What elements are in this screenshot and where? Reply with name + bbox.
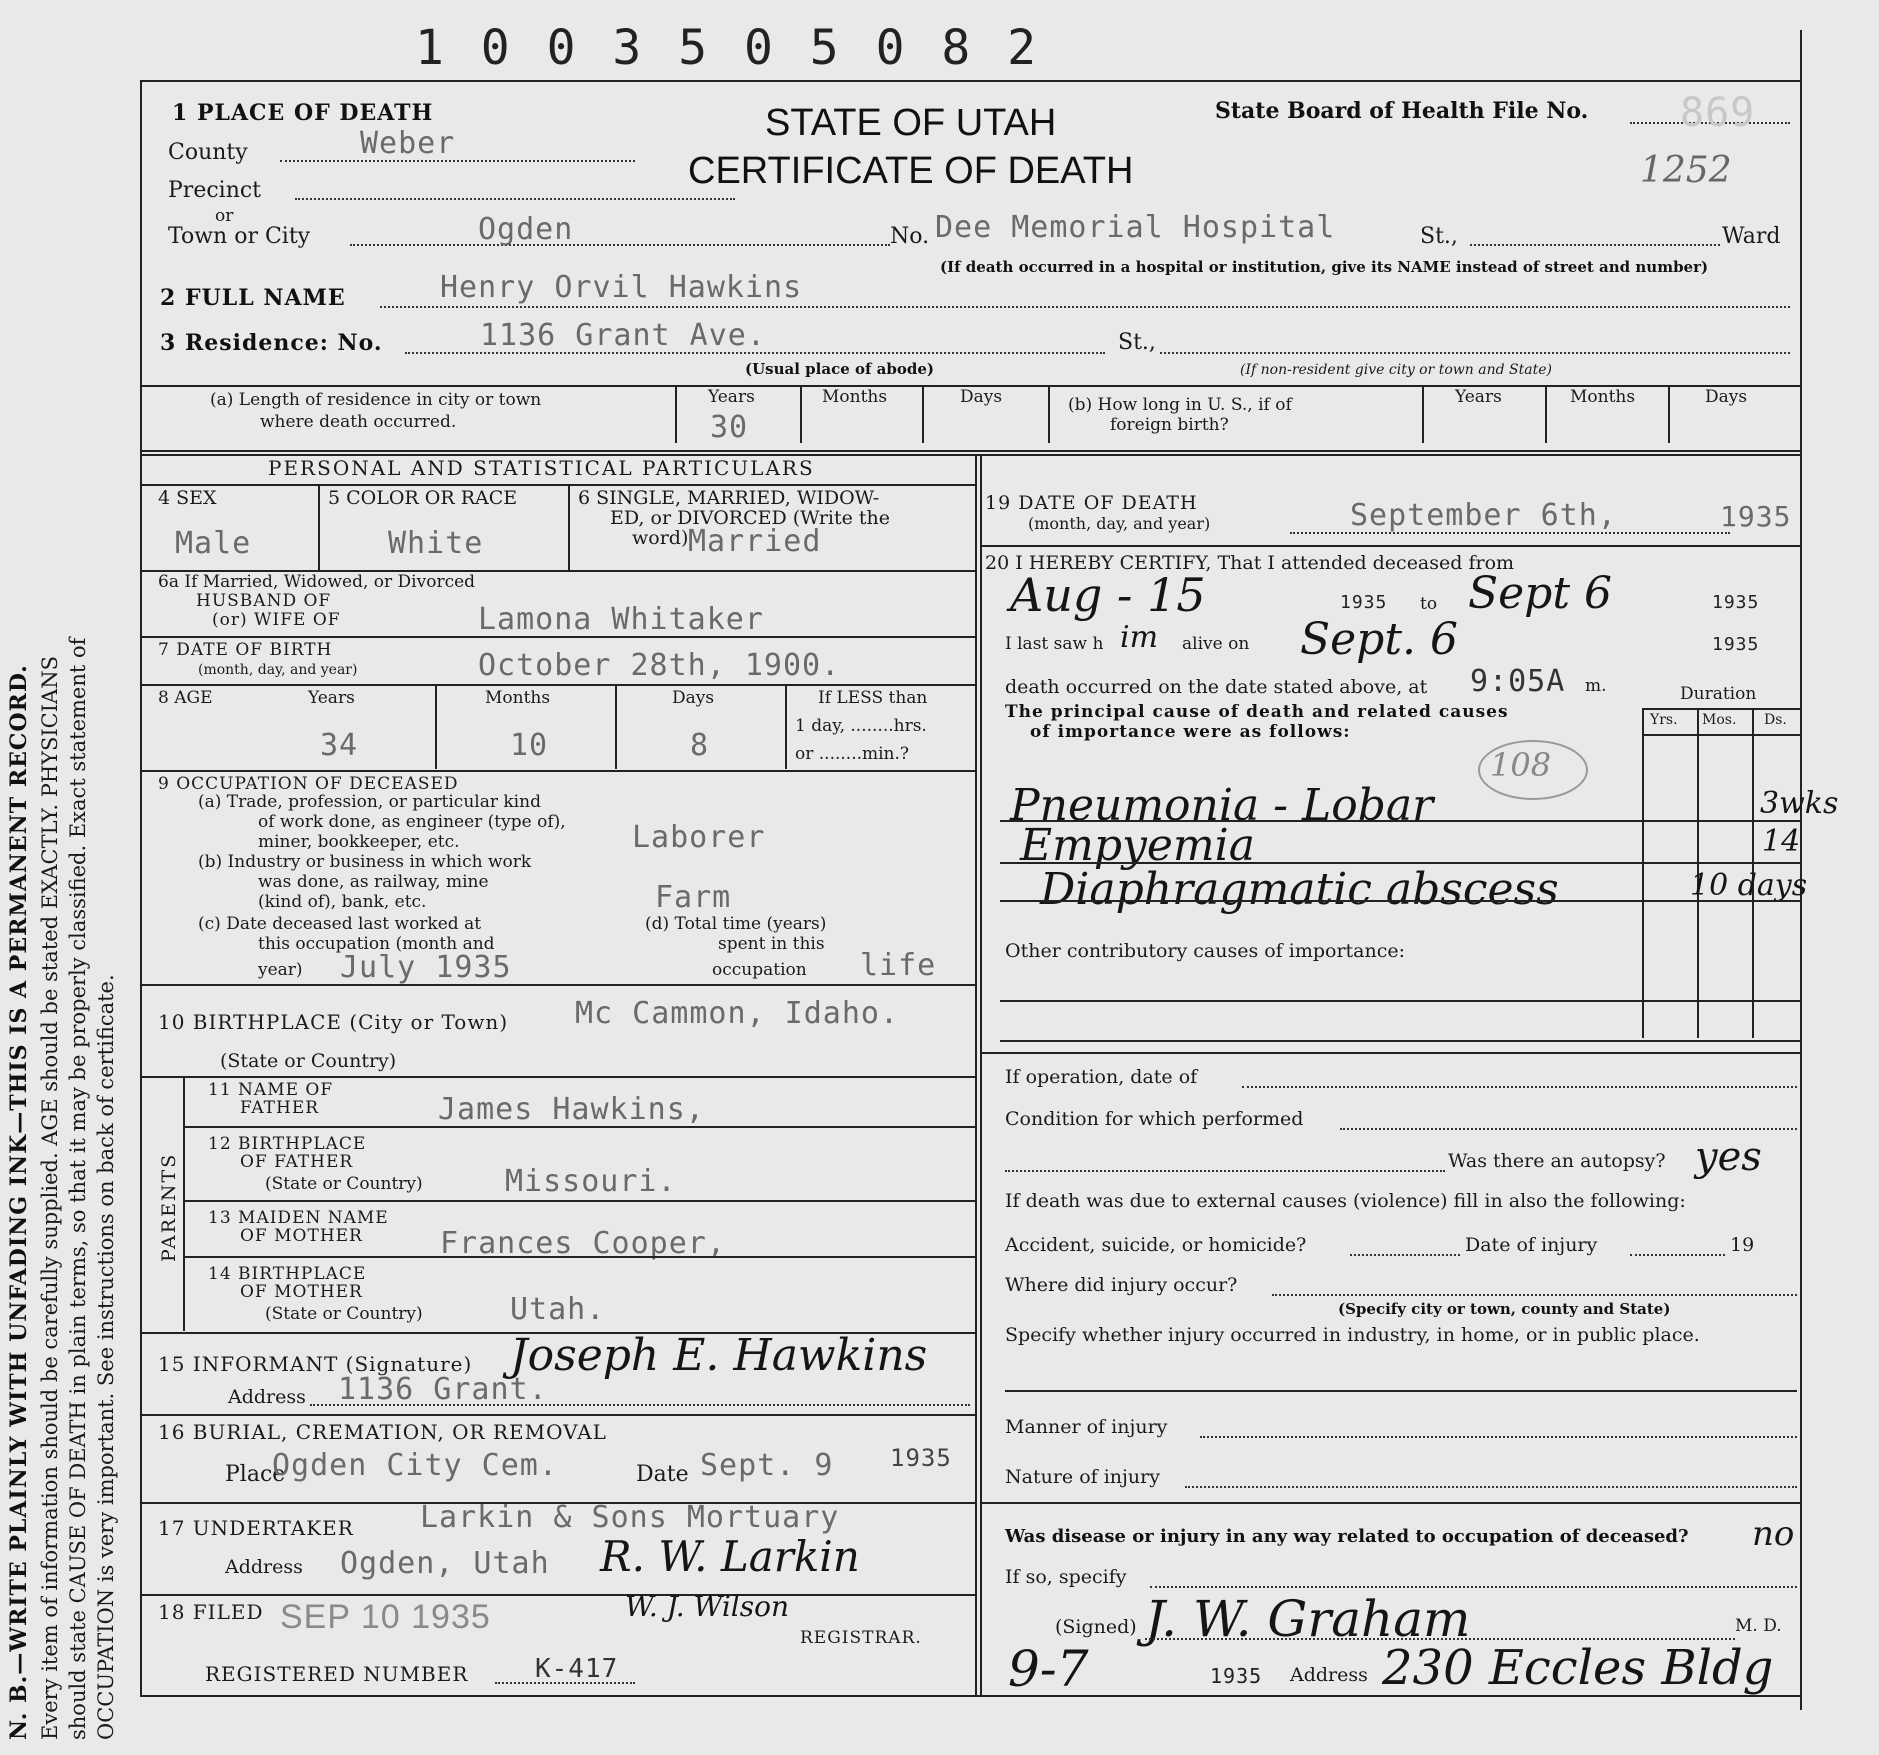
cause-2: Empyemia	[1020, 820, 1255, 871]
physician-address-label: Address	[1290, 1664, 1368, 1686]
length-label-1: (a) Length of residence in city or town	[210, 390, 542, 410]
us-days-label: Days	[1705, 387, 1748, 407]
less-label-1: If LESS than	[818, 688, 928, 708]
name-value: Henry Orvil Hawkins	[440, 270, 803, 305]
occ-related-label: Was disease or injury in any way related to occupation of deceased?	[1005, 1526, 1689, 1547]
cause-label-1: The principal cause of death and related causes	[1005, 702, 1509, 722]
cause-code: 108	[1490, 746, 1552, 784]
center-divider	[975, 454, 977, 1695]
us-label-1: (b) How long in U. S., if of	[1068, 395, 1292, 415]
age-months-label: Months	[485, 688, 551, 708]
autopsy-label: Was there an autopsy?	[1448, 1150, 1666, 1172]
md-label: M. D.	[1735, 1616, 1782, 1636]
mother-bp-label-1: 14 BIRTHPLACE	[208, 1264, 367, 1284]
cause-3: Diaphragmatic abscess	[1040, 864, 1559, 915]
name-label: 2 FULL NAME	[160, 285, 346, 311]
length-label-2: where death occurred.	[260, 412, 457, 432]
cause-2-duration: 14	[1762, 824, 1801, 859]
informant-label: 15 INFORMANT (Signature)	[158, 1352, 473, 1376]
race-label: 5 COLOR OR RACE	[328, 487, 518, 509]
registrar-signature: W. J. Wilson	[625, 1590, 789, 1623]
marital-label-2: ED, or DIVORCED (Write the	[610, 507, 891, 529]
informant-address-value: 1136 Grant.	[338, 1372, 548, 1407]
filed-value: SEP 10 1935	[280, 1598, 491, 1636]
death-time-label: death occurred on the date stated above, at	[1005, 676, 1428, 698]
father-bp-label-1: 12 BIRTHPLACE	[208, 1134, 367, 1154]
occ-a-3: miner, bookkeeper, etc.	[258, 832, 460, 852]
occ-b-1: (b) Industry or business in which work	[198, 852, 532, 872]
where-note: (Specify city or town, county and State)	[1338, 1300, 1671, 1318]
spouse-label-2: HUSBAND OF	[196, 591, 332, 611]
usual-note: (Usual place of abode)	[745, 360, 934, 378]
signed-date: 9-7	[1008, 1640, 1089, 1698]
res-months-label: Months	[822, 387, 888, 407]
occ-d-1: (d) Total time (years)	[645, 914, 827, 934]
occ-b-value: Farm	[655, 880, 732, 915]
alive-on-year: 1935	[1712, 634, 1760, 655]
st-label: St.,	[1420, 224, 1458, 249]
side-note-line-4: OCCUPATION is very important. See instructions on back of certificate.	[94, 974, 118, 1740]
signed-year: 1935	[1210, 1664, 1263, 1688]
res-years-value: 30	[710, 410, 749, 445]
nonres-note: (If non-resident give city or town and State)	[1240, 362, 1552, 378]
town-value: Ogden	[478, 212, 574, 247]
occ-related-value: no	[1752, 1514, 1795, 1554]
mother-bp-label-2: OF MOTHER	[240, 1282, 363, 1302]
burial-year-value: 1935	[890, 1444, 952, 1472]
occ-a-value: Laborer	[632, 820, 766, 855]
birthplace-value: Mc Cammon, Idaho.	[575, 996, 900, 1031]
us-months-label: Months	[1570, 387, 1636, 407]
last-saw-him: im	[1120, 620, 1159, 655]
hospital-value: Dee Memorial Hospital	[935, 210, 1336, 245]
us-years-label: Years	[1455, 387, 1502, 407]
mos-label: Mos.	[1702, 712, 1737, 728]
race-value: White	[388, 526, 484, 561]
spouse-value: Lamona Whitaker	[478, 602, 764, 637]
father-bp-label-3: (State or Country)	[265, 1174, 423, 1194]
attended-from: Aug - 15	[1010, 568, 1206, 622]
duration-label: Duration	[1680, 684, 1757, 704]
occ-a-2: of work done, as engineer (type of),	[258, 812, 566, 832]
birthplace-label: 10 BIRTHPLACE (City or Town)	[158, 1010, 509, 1034]
frame-top	[140, 80, 1800, 82]
ds-label: Ds.	[1764, 712, 1787, 728]
dod-value: September 6th,	[1350, 498, 1617, 533]
dob-label-2: (month, day, and year)	[198, 662, 358, 678]
where-label: Where did injury occur?	[1005, 1274, 1238, 1296]
alive-on-value: Sept. 6	[1300, 614, 1458, 665]
or-label: or	[215, 206, 234, 226]
undertaker-signature: R. W. Larkin	[600, 1532, 860, 1581]
mother-label-2: OF MOTHER	[240, 1226, 363, 1246]
age-months-value: 10	[510, 728, 549, 763]
dod-year-value: 1935	[1720, 500, 1792, 533]
us-label-2: foreign birth?	[1110, 415, 1229, 435]
father-bp-label-2: OF FATHER	[240, 1152, 354, 1172]
no-label: No.	[890, 224, 930, 249]
autopsy-value: yes	[1695, 1134, 1762, 1180]
injury-year-label: 19	[1730, 1234, 1755, 1256]
m-label: m.	[1585, 676, 1607, 696]
occ-c-1: (c) Date deceased last worked at	[198, 914, 482, 934]
title-state: STATE OF UTAH	[765, 102, 1057, 144]
occ-c-value: July 1935	[340, 950, 512, 985]
burial-label: 16 BURIAL, CREMATION, OR REMOVAL	[158, 1420, 607, 1444]
side-note-line-1: N. B.—WRITE PLAINLY WITH UNFADING INK—THIS IS A PERMANENT RECORD.	[6, 664, 32, 1740]
res-years-label: Years	[708, 387, 755, 407]
town-label: Town or City	[168, 224, 311, 249]
marital-label-3: word)	[632, 527, 689, 549]
occ-d-2: spent in this	[718, 934, 825, 954]
nature-label: Nature of injury	[1005, 1466, 1160, 1488]
occ-b-3: (kind of), bank, etc.	[258, 892, 427, 912]
condition-label: Condition for which performed	[1005, 1108, 1304, 1130]
undertaker-label: 17 UNDERTAKER	[158, 1516, 354, 1540]
marital-label-1: 6 SINGLE, MARRIED, WIDOW-	[578, 487, 880, 509]
other-causes-label: Other contributory causes of importance:	[1005, 940, 1406, 962]
res-days-label: Days	[960, 387, 1003, 407]
physician-signature: J. W. Graham	[1145, 1590, 1471, 1648]
cause-1-duration: 3wks	[1760, 786, 1839, 821]
spouse-label-3: (or) WIFE OF	[212, 610, 341, 630]
dod-label-1: 19 DATE OF DEATH	[985, 492, 1198, 514]
side-note-line-3: should state CAUSE OF DEATH in plain terms, so that it may be properly classified. Exact statement of	[66, 637, 90, 1740]
mother-bp-label-3: (State or Country)	[265, 1304, 423, 1324]
age-days-label: Days	[672, 688, 715, 708]
undertaker-value: Larkin & Sons Mortuary	[420, 1500, 840, 1535]
father-bp-value: Missouri.	[505, 1164, 677, 1199]
undertaker-address-label: Address	[225, 1556, 303, 1578]
mother-value: Frances Cooper,	[440, 1226, 726, 1261]
frame-left	[140, 80, 142, 1695]
last-saw-label: I last saw h	[1005, 634, 1104, 654]
physician-address: 230 Eccles Bldg	[1382, 1640, 1774, 1696]
specify-label: Specify whether injury occurred in industry, in home, or in public place.	[1005, 1324, 1700, 1346]
place-heading: 1 PLACE OF DEATH	[172, 100, 434, 126]
occ-d-3: occupation	[712, 960, 807, 980]
county-value: Weber	[360, 126, 456, 161]
regnum-label: REGISTERED NUMBER	[205, 1662, 469, 1686]
residence-label: 3 Residence: No.	[160, 330, 383, 356]
cause-label-2: of importance were as follows:	[1030, 722, 1351, 742]
age-years-value: 34	[320, 728, 359, 763]
registrar-label: REGISTRAR.	[800, 1628, 922, 1648]
burial-date-label: Date	[636, 1462, 689, 1487]
title-certificate: CERTIFICATE OF DEATH	[688, 150, 1134, 192]
occ-c-3: year)	[258, 960, 303, 980]
side-note-line-2: Every item of information should be carefully supplied. AGE should be stated EXACTLY. PHYSICIANS	[38, 656, 62, 1740]
attended-to-year: 1935	[1712, 592, 1760, 613]
injury-date-label: Date of injury	[1465, 1234, 1598, 1256]
occ-d-value: life	[860, 948, 937, 983]
parents-label: PARENTS	[158, 1152, 180, 1262]
dob-label-1: 7 DATE OF BIRTH	[158, 640, 333, 660]
attended-from-year: 1935	[1340, 592, 1388, 613]
father-value: James Hawkins,	[438, 1092, 705, 1127]
father-label-1: 11 NAME OF	[208, 1080, 334, 1100]
yrs-label: Yrs.	[1650, 712, 1678, 728]
cause-1: Pneumonia - Lobar	[1010, 780, 1434, 831]
accident-label: Accident, suicide, or homicide?	[1005, 1234, 1307, 1256]
alive-on-label: alive on	[1182, 634, 1250, 654]
operation-label: If operation, date of	[1005, 1066, 1198, 1088]
dod-label-2: (month, day, and year)	[1028, 514, 1211, 533]
filed-label: 18 FILED	[158, 1600, 264, 1624]
marital-value: Married	[688, 524, 822, 559]
attended-to: Sept 6	[1468, 568, 1613, 619]
mother-bp-value: Utah.	[510, 1292, 606, 1327]
burial-place-label: Place	[225, 1462, 286, 1487]
burial-place-value: Ogden City Cem.	[272, 1448, 558, 1483]
residence-st-label: St.,	[1118, 330, 1156, 355]
personal-heading: PERSONAL AND STATISTICAL PARTICULARS	[268, 456, 815, 480]
occ-a-1: (a) Trade, profession, or particular kind	[198, 792, 541, 812]
father-label-2: FATHER	[240, 1098, 320, 1118]
age-years-label: Years	[308, 688, 355, 708]
sex-label: 4 SEX	[158, 487, 217, 509]
certify-label: 20 I HEREBY CERTIFY, That I attended deceased from	[985, 552, 1515, 574]
file-no-value: 869	[1680, 90, 1756, 136]
undertaker-address-value: Ogden, Utah	[340, 1546, 550, 1581]
cause-3-duration: 10 days	[1690, 868, 1808, 903]
burial-date-value: Sept. 9	[700, 1448, 834, 1483]
ward-label: Ward	[1722, 224, 1781, 249]
to-label: to	[1420, 594, 1438, 614]
dob-value: October 28th, 1900.	[478, 648, 841, 683]
if-so-label: If so, specify	[1005, 1566, 1127, 1588]
hospital-note: (If death occurred in a hospital or institution, give its NAME instead of street and number)	[940, 258, 1709, 276]
spouse-label-1: 6a If Married, Widowed, or Divorced	[158, 572, 476, 592]
stamp-number: 1 0 0 3 5 0 5 0 8 2	[415, 20, 1041, 76]
signed-label: (Signed)	[1055, 1616, 1137, 1638]
less-label-3: or ........min.?	[795, 744, 910, 764]
informant-address-label: Address	[228, 1386, 306, 1408]
manner-label: Manner of injury	[1005, 1416, 1168, 1438]
sex-value: Male	[175, 526, 252, 561]
county-label: County	[168, 140, 248, 165]
regnum-value: K-417	[535, 1654, 619, 1684]
age-label: 8 AGE	[158, 688, 213, 708]
age-days-value: 8	[690, 728, 710, 763]
less-label-2: 1 day, ........hrs.	[795, 716, 927, 736]
file-no-hand: 1252	[1640, 150, 1732, 191]
informant-signature: Joseph E. Hawkins	[510, 1330, 928, 1381]
file-no-label: State Board of Health File No.	[1215, 98, 1589, 124]
occ-c-2: this occupation (month and	[258, 934, 495, 954]
residence-value: 1136 Grant Ave.	[480, 318, 766, 353]
death-time-value: 9:05A	[1470, 664, 1566, 699]
precinct-label: Precinct	[168, 178, 262, 203]
occ-heading: 9 OCCUPATION OF DECEASED	[158, 774, 459, 794]
external-label: If death was due to external causes (violence) fill in also the following:	[1005, 1190, 1686, 1212]
state-country-label: (State or Country)	[220, 1050, 397, 1072]
occ-b-2: was done, as railway, mine	[258, 872, 489, 892]
mother-label-1: 13 MAIDEN NAME	[208, 1208, 389, 1228]
